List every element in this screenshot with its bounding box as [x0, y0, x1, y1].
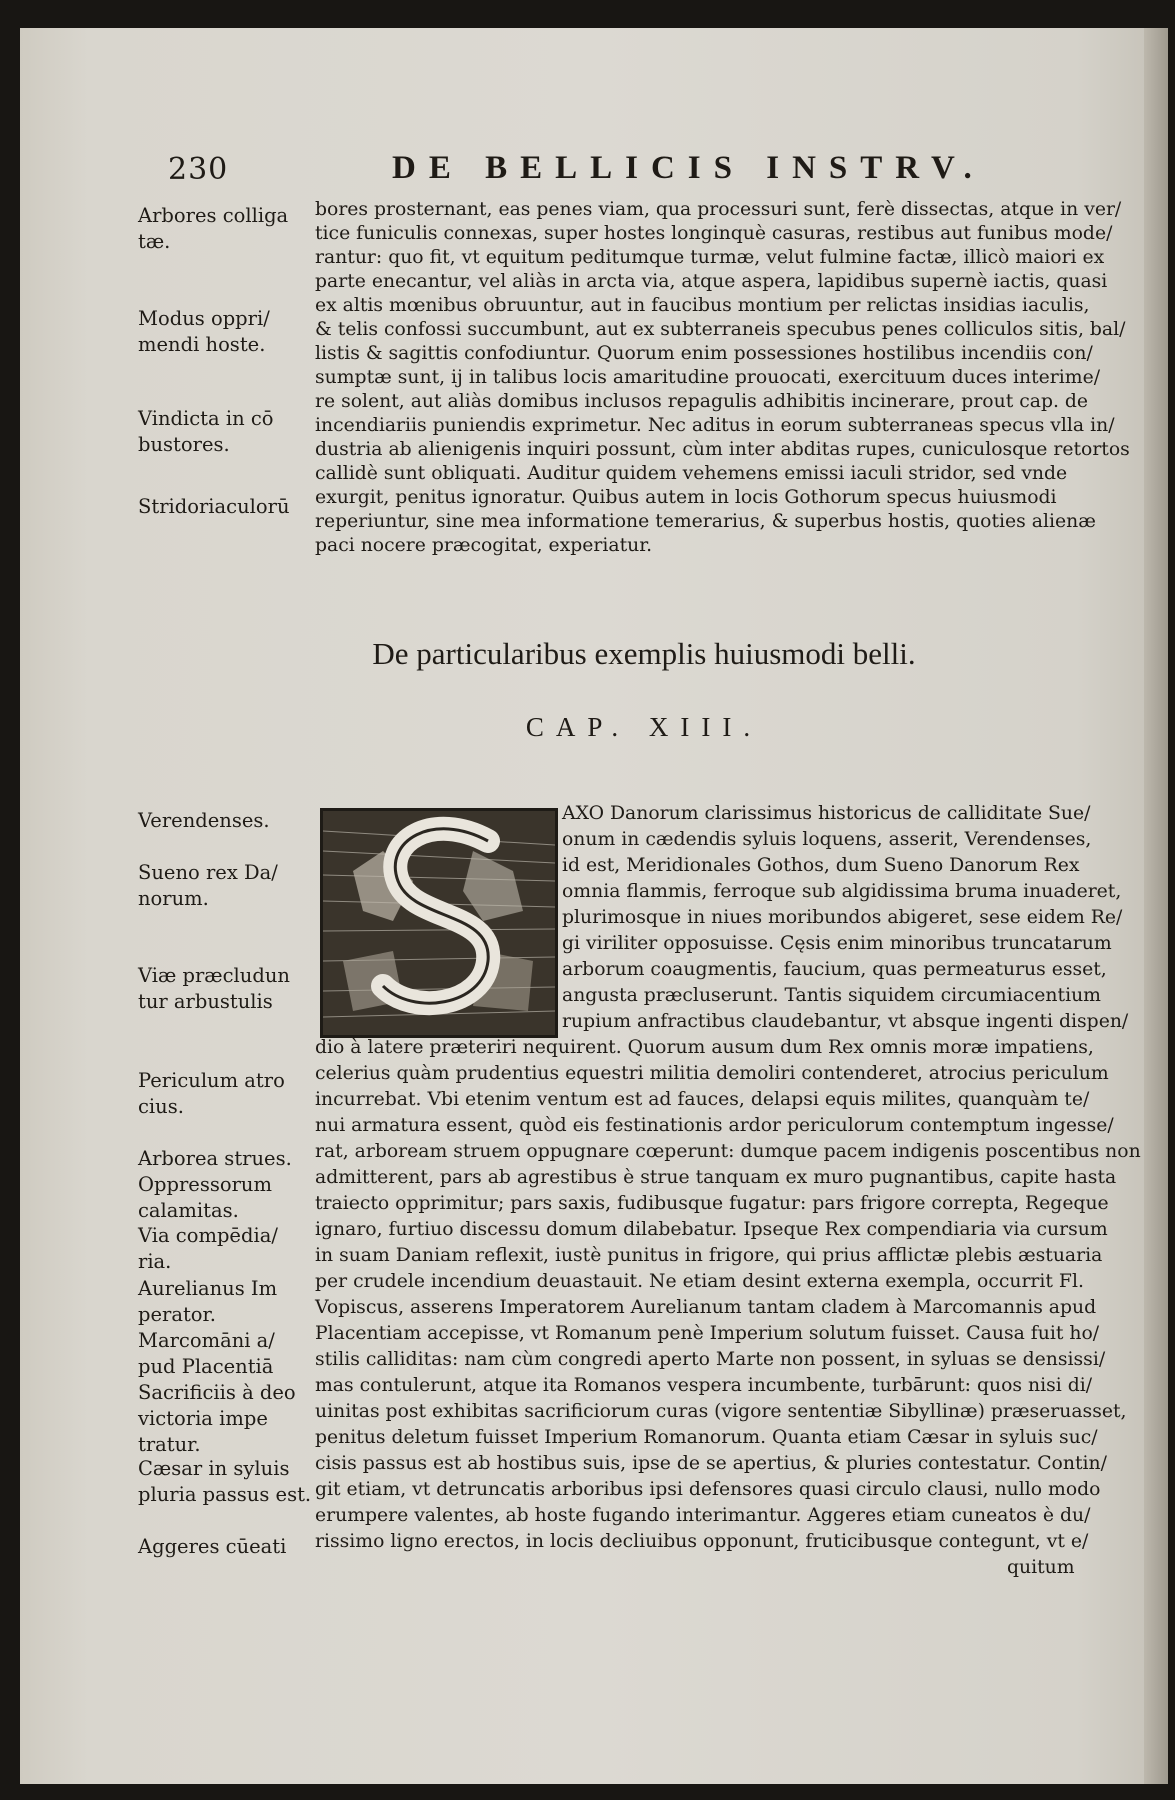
text-line: dustria ab alienigenis inquiri possunt, cùm inter abditas rupes, cuniculosque retortos — [315, 439, 1130, 460]
margin-note: Sueno rex Da/ norum. — [138, 861, 278, 910]
book-page — [20, 28, 1168, 1784]
text-line: admitterent, pars ab agrestibus è strue tanquam ex muro pugnantibus, capite hasta — [315, 1167, 1117, 1188]
text-line: reperiuntur, sine mea informatione temerarius, & superbus hostis, quoties alienæ — [315, 511, 1096, 532]
text-line: rantur: quo fit, vt equitum peditumque turmæ, velut fulmine factæ, illicò maiori ex — [315, 247, 1105, 268]
catchword: quitum — [1007, 1557, 1075, 1578]
text-line: gi viriliter opposuisse. Cęsis enim minoribus truncatarum — [562, 933, 1112, 954]
margin-note: Sacrificiis à deo victoria impe tratur. — [138, 1381, 296, 1456]
text-line: re solent, aut aliàs domibus inclusos repagulis adhibitis incinerare, prout cap. de — [315, 391, 1089, 412]
chapter-number: CAP. XIII. — [525, 712, 763, 742]
historiated-initial-woodcut — [320, 808, 558, 1038]
text-line: erumpere valentes, ab hoste fugando interimantur. Aggeres etiam cuneatos è du/ — [315, 1505, 1091, 1526]
margin-note: Periculum atro cius. — [138, 1069, 285, 1118]
margin-note: Cæsar in syluis pluria passus est. — [138, 1457, 312, 1506]
margin-note: Vindicta in cō bustores. — [138, 407, 274, 456]
text-line: in suam Daniam reflexit, iustè punitus in frigore, qui prius afflictæ plebis æstuaria — [315, 1245, 1103, 1266]
text-line: tice funiculis connexas, super hostes longinquè casuras, restibus aut funibus mode/ — [315, 223, 1113, 244]
text-line: parte enecantur, vel aliàs in arcta via, atque aspera, lapidibus supernè iactis, quasi — [315, 271, 1108, 292]
text-line: incendiariis puniendis exprimetur. Nec aditus in eorum subterraneas specus vlla in/ — [315, 415, 1115, 436]
text-line: rat, arboream struem oppugnare cœperunt: dumque pacem indigenis poscentibus non — [315, 1141, 1141, 1162]
text-line: angusta præcluserunt. Tantis siquidem circumiacentium — [562, 985, 1101, 1006]
text-line: callidè sunt obliquati. Auditur quidem vehemens emissi iaculi stridor, sed vnde — [315, 463, 1068, 484]
page-number: 230 — [168, 152, 229, 187]
margin-note: Aggeres cūeati — [138, 1535, 287, 1558]
page-header — [20, 148, 1168, 198]
text-line: Vopiscus, asserens Imperatorem Aurelianum tantam cladem à Marcomannis apud — [315, 1297, 1097, 1318]
text-line: penitus deletum fuisset Imperium Romanorum. Quanta etiam Cæsar in syluis suc/ — [315, 1427, 1098, 1448]
text-line: nui armatura essent, quòd eis festinationis ardor periculorum contemptum ingesse/ — [315, 1115, 1114, 1136]
margin-note: Verendenses. — [138, 809, 270, 832]
margin-note: Marcomāni a/ pud Placentiā — [138, 1329, 275, 1378]
text-line: rissimo ligno erectos, in locis decliuibus opponunt, fruticibusque contegunt, vt e/ — [315, 1531, 1089, 1552]
margin-note: Arborea strues. — [138, 1147, 292, 1170]
page-edge — [1144, 28, 1168, 1784]
text-line: cisis passus est ab hostibus suis, ipse de se apertius, & pluries contestatur. Contin/ — [315, 1453, 1107, 1474]
running-title: DE BELLICIS INSTRV. — [392, 150, 985, 186]
text-line: per crudele incendium deuastauit. Ne etiam desint externa exempla, occurrit Fl. — [315, 1271, 1084, 1292]
margin-note: Arbores colliga tæ. — [138, 204, 289, 253]
text-line: exurgit, penitus ignoratur. Quibus autem in locis Gothorum specus huiusmodi — [315, 487, 1057, 508]
margin-note: Via compēdia/ ria. — [138, 1224, 278, 1273]
text-line: arborum coaugmentis, faucium, quas permeaturus esset, — [562, 959, 1107, 980]
text-line: git etiam, vt detruncatis arboribus ipsi defensores quasi circulo clausi, nullo modo — [315, 1479, 1101, 1500]
text-line: ex altis mœnibus obruuntur, aut in faucibus montium per relictas insidias iaculis, — [315, 295, 1090, 316]
text-line: & telis confossi succumbunt, aut ex subterraneis specubus penes colliculos sitis, bal/ — [315, 319, 1126, 340]
text-line: incurrebat. Vbi etenim ventum est ad fauces, delapsi equis milites, quanquàm te/ — [315, 1089, 1090, 1110]
text-line: listis & sagittis confodiuntur. Quorum enim possessiones hostilibus incendiis con/ — [315, 343, 1093, 364]
text-line: traiecto opprimitur; pars saxis, fudibusque fugatur: pars frigore correpta, Regeque — [315, 1193, 1109, 1214]
text-line: rupium anfractibus claudebantur, vt absque ingenti dispen/ — [562, 1011, 1129, 1032]
text-line: omnia flammis, ferroque sub algidissima bruma inuaderet, — [562, 881, 1122, 902]
chapter-title: De particularibus exemplis huiusmodi belli. — [372, 636, 916, 671]
text-line: celerius quàm prudentius equestri militia demoliri contenderet, atrocius periculum — [315, 1063, 1109, 1084]
text-line: AXO Danorum clarissimus historicus de calliditate Sue/ — [562, 803, 1091, 824]
text-line: Placentiam accepisse, vt Romanum penè Imperium solutum fuisset. Causa fuit ho/ — [315, 1323, 1100, 1344]
text-line: plurimosque in niues moribundos abigeret, sese eidem Re/ — [562, 907, 1123, 928]
text-line: mas contulerunt, atque ita Romanos vespera incumbente, turbārunt: quos nisi di/ — [315, 1375, 1093, 1396]
text-line: ignaro, furtiuo discessu domum dilabebatur. Ipseque Rex compendiaria via cursum — [315, 1219, 1108, 1240]
text-line: onum in cædendis syluis loquens, asserit, Verendenses, — [562, 829, 1092, 850]
margin-note: Oppressorum calamitas. — [138, 1173, 272, 1222]
margin-note: Aurelianus Im perator. — [138, 1277, 278, 1326]
woodcut-illustration-icon — [323, 811, 555, 1035]
margin-note: Modus oppri/ mendi hoste. — [138, 307, 270, 356]
text-line: uinitas post exhibitas sacrificiorum curas (vigore sententiæ Sibyllinæ) præseruasset, — [315, 1401, 1127, 1422]
margin-note: Viæ præcludun tur arbustulis — [138, 964, 290, 1013]
text-line: bores prosternant, eas penes viam, qua processuri sunt, ferè dissectas, atque in ver/ — [315, 199, 1122, 220]
text-line: dio à latere præteriri nequirent. Quorum ausum dum Rex omnis moræ impatiens, — [315, 1037, 1094, 1058]
text-line: stilis calliditas: nam cùm congredi aperto Marte non possent, in syluas se densissi/ — [315, 1349, 1106, 1370]
text-line: sumptæ sunt, ij in talibus locis amaritudine prouocati, exercituum duces interime/ — [315, 367, 1101, 388]
margin-note: Stridoriaculorū — [138, 495, 290, 518]
text-line: id est, Meridionales Gothos, dum Sueno Danorum Rex — [562, 855, 1080, 876]
text-line: paci nocere præcogitat, experiatur. — [315, 535, 653, 556]
